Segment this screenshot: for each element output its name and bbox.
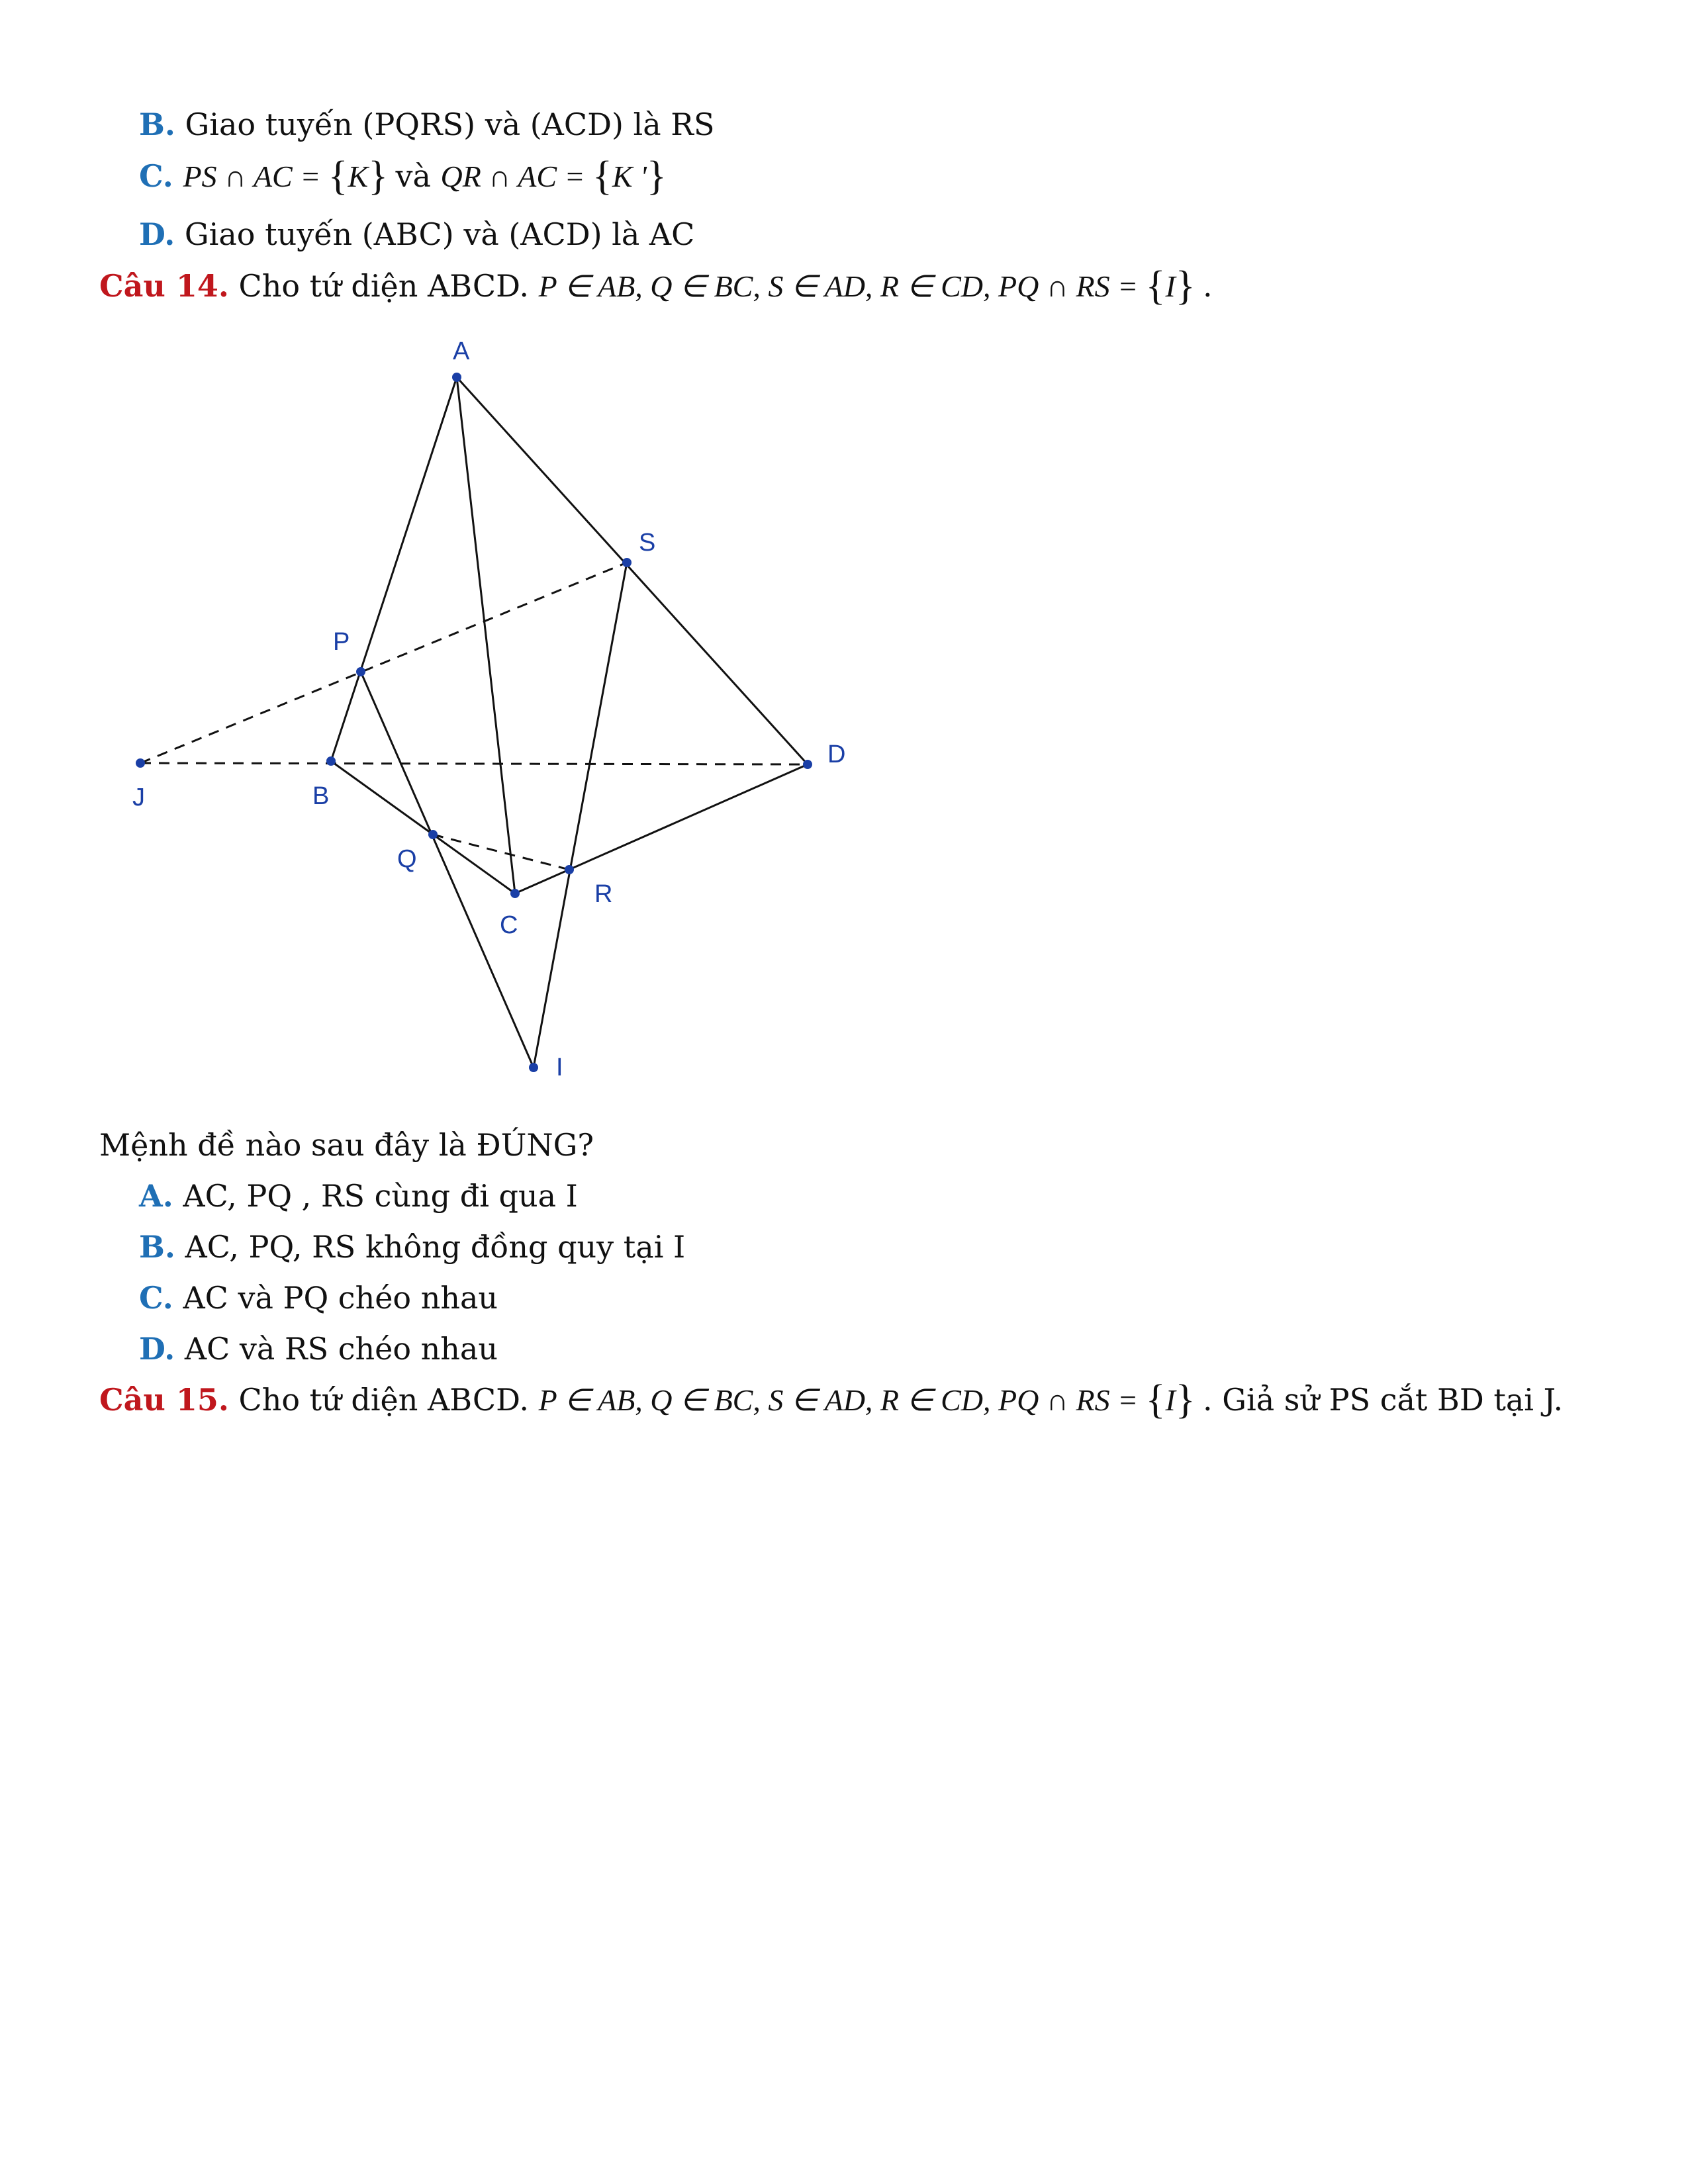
option-text: Giao tuyến (ABC) và (ACD) là AC xyxy=(184,216,695,252)
point-d xyxy=(803,760,812,769)
option-label: B. xyxy=(139,1229,175,1265)
math-left: P ∈ AB, Q ∈ BC, S ∈ AD, R ∈ CD, PQ ∩ RS = xyxy=(538,269,1146,303)
math-expression xyxy=(538,1377,1203,1422)
math-var: I xyxy=(1165,1383,1176,1417)
point-p xyxy=(356,667,365,676)
q15-stem xyxy=(99,1377,1564,1422)
point-q xyxy=(428,830,438,839)
point-b xyxy=(326,756,336,766)
segment-pi xyxy=(361,672,534,1068)
option-label: C. xyxy=(139,158,173,194)
stem-end: . Giả sử PS cắt BD tại J. xyxy=(1203,1382,1564,1418)
connector-text: và xyxy=(395,158,441,194)
question-label: Câu 15. xyxy=(99,1382,229,1418)
label-r: R xyxy=(594,880,613,908)
q14-stem xyxy=(99,263,1213,308)
edge-cd xyxy=(515,764,808,893)
option-text: AC, PQ , RS cùng đi qua I xyxy=(183,1178,578,1214)
label-i: I xyxy=(556,1054,563,1081)
q14-option-b xyxy=(139,1227,685,1267)
label-s: S xyxy=(639,529,656,557)
label-q: Q xyxy=(397,845,417,873)
segment-si xyxy=(534,563,627,1068)
dashed-qr xyxy=(433,835,569,870)
option-text: Giao tuyến (PQRS) và (ACD) là RS xyxy=(185,107,715,142)
question-label: Câu 14. xyxy=(99,268,229,304)
option-label: B. xyxy=(139,107,175,142)
q14-option-c xyxy=(139,1278,498,1318)
option-label: A. xyxy=(139,1178,173,1214)
q14-option-a xyxy=(139,1176,578,1216)
label-p: P xyxy=(333,628,350,656)
question-text: Cho tứ diện ABCD. xyxy=(238,268,529,304)
option-label: C. xyxy=(139,1280,173,1316)
q13-option-b xyxy=(139,105,714,144)
math-var: K ' xyxy=(612,159,647,193)
dashed-jd xyxy=(140,763,808,764)
math-expression xyxy=(538,263,1203,308)
q13-option-d xyxy=(139,214,694,254)
brace-open: { xyxy=(1145,263,1166,308)
point-j xyxy=(136,758,145,768)
edge-ac xyxy=(457,377,515,893)
edge-ab xyxy=(331,377,457,761)
point-a xyxy=(452,373,461,382)
option-text: AC và PQ chéo nhau xyxy=(183,1280,498,1316)
math-left: QR ∩ AC = xyxy=(440,159,593,193)
tetrahedron-figure xyxy=(99,318,894,1099)
dashed-js xyxy=(140,563,627,763)
stem-end: . xyxy=(1203,268,1213,304)
option-text: AC, PQ, RS không đồng quy tại I xyxy=(185,1229,686,1265)
q14-prompt: Mệnh đề nào sau đây là ĐÚNG? xyxy=(99,1127,594,1163)
option-label: D. xyxy=(139,216,175,252)
point-c xyxy=(510,889,520,898)
point-s xyxy=(622,558,632,567)
edge-ad xyxy=(457,377,808,764)
brace-open: { xyxy=(592,154,612,199)
math-var: I xyxy=(1165,269,1176,303)
point-r xyxy=(565,865,574,874)
q13-option-c xyxy=(139,156,667,197)
brace-open: { xyxy=(328,154,348,199)
brace-open: { xyxy=(1145,1377,1166,1422)
option-text: AC và RS chéo nhau xyxy=(184,1331,498,1367)
label-b: B xyxy=(312,782,330,810)
math-expression xyxy=(183,154,395,199)
brace-close: } xyxy=(1175,1377,1196,1422)
label-c: C xyxy=(500,911,518,939)
edge-bc xyxy=(331,761,515,893)
label-j: J xyxy=(132,784,145,811)
math-left: P ∈ AB, Q ∈ BC, S ∈ AD, R ∈ CD, PQ ∩ RS = xyxy=(538,1383,1146,1417)
brace-close: } xyxy=(646,154,667,199)
math-var: K xyxy=(348,159,369,193)
brace-close: } xyxy=(1175,263,1196,308)
option-label: D. xyxy=(139,1331,175,1367)
label-d: D xyxy=(827,741,846,768)
brace-close: } xyxy=(368,154,388,199)
math-expression xyxy=(440,154,667,199)
math-left: PS ∩ AC = xyxy=(183,159,328,193)
point-i xyxy=(529,1063,538,1072)
label-a: A xyxy=(453,338,470,365)
q14-option-d xyxy=(139,1329,498,1369)
question-text: Cho tứ diện ABCD. xyxy=(238,1382,529,1418)
